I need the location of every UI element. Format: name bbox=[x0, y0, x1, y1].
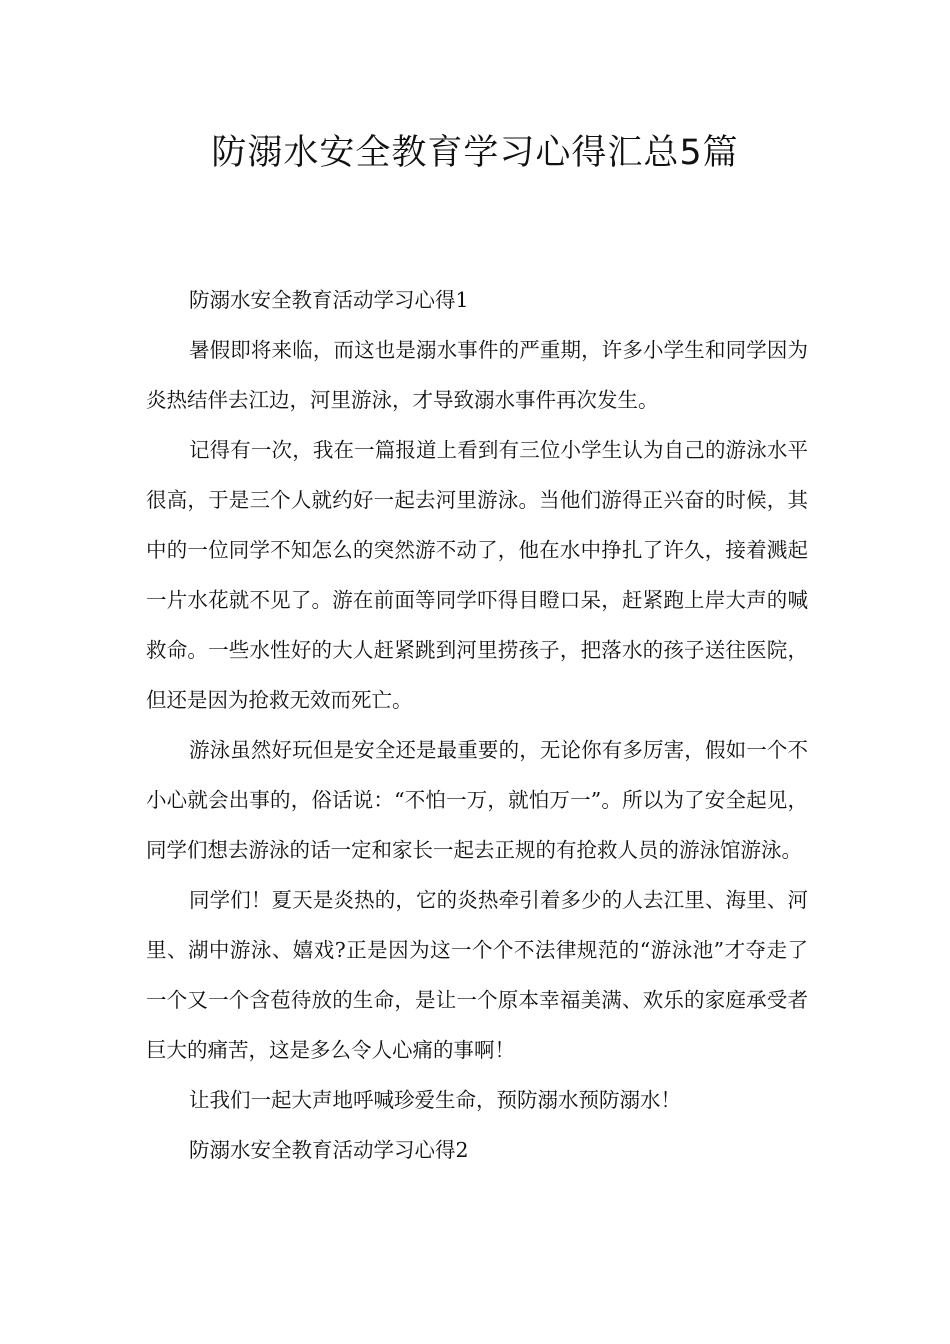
paragraph-2: 记得有一次，我在一篇报道上看到有三位小学生认为自己的游泳水平很高，于是三个人就约好一起去河里游泳。当他们游得正兴奋的时候，其中的一位同学不知怎么的突然游不动了，他在水中挣扎了许久，接着溅起一片水花就不见了。游在前面等同学吓得目瞪口呆，赶紧跑上岸大声的喊救命。一些水性好的大人赶紧跳到河里捞孩子，把落水的孩子送往医院，但还是因为抢救无效而死亡。 bbox=[146, 438, 808, 712]
document-body bbox=[146, 275, 808, 1175]
document-title: 防溺水安全教育学习心得汇总5篇 bbox=[211, 133, 739, 173]
paragraph-5: 让我们一起大声地呼喊珍爱生命，预防溺水预防溺水！ bbox=[189, 1088, 681, 1112]
section-heading-1: 防溺水安全教育活动学习心得1 bbox=[189, 288, 469, 312]
paragraph-3: 游泳虽然好玩但是安全还是最重要的，无论你有多厉害，假如一个不小心就会出事的，俗话说：“不怕一万，就怕万一”。所以为了安全起见，同学们想去游泳的话一定和家长一起去正规的有抢救人员的游泳馆游泳。 bbox=[146, 738, 808, 862]
section-heading-2: 防溺水安全教育活动学习心得2 bbox=[189, 1138, 469, 1162]
paragraph-1: 暑假即将来临，而这也是溺水事件的严重期，许多小学生和同学因为炎热结伴去江边，河里游泳，才导致溺水事件再次发生。 bbox=[146, 338, 808, 412]
paragraph-4: 同学们！夏天是炎热的，它的炎热牵引着多少的人去江里、海里、河里、湖中游泳、嬉戏?正是因为这一个个不法律规范的“游泳池”才夺走了一个又一个含苞待放的生命，是让一个原本幸福美满、欢乐的家庭承受者巨大的痛苦，这是多么令人心痛的事啊！ bbox=[146, 888, 808, 1062]
